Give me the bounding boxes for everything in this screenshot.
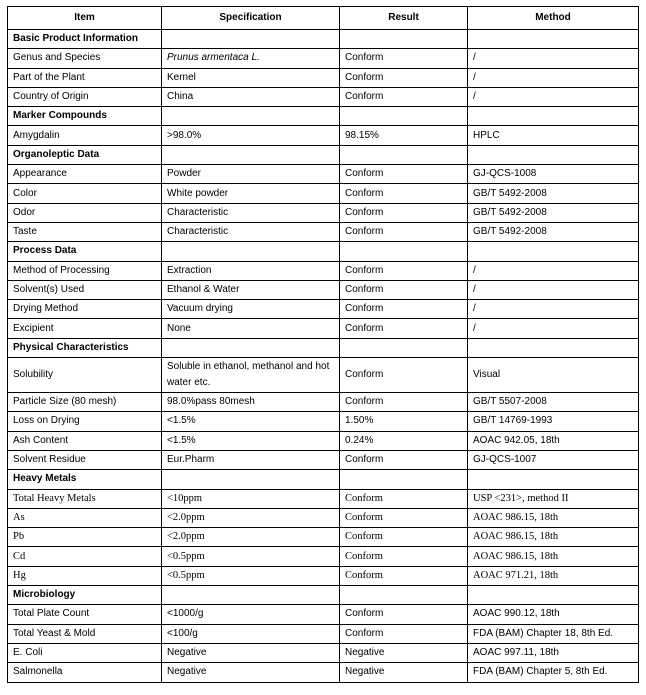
item-cell: Appearance <box>8 165 162 184</box>
specification-cell: Extraction <box>162 261 340 280</box>
empty-cell <box>340 107 468 126</box>
method-cell: AOAC 990.12, 18th <box>468 605 639 624</box>
specification-cell: Characteristic <box>162 203 340 222</box>
section-title: Organoleptic Data <box>8 145 162 164</box>
section-title: Physical Characteristics <box>8 338 162 357</box>
specification-cell: Negative <box>162 663 340 682</box>
specification-cell: >98.0% <box>162 126 340 145</box>
specification-cell: None <box>162 319 340 338</box>
empty-cell <box>340 338 468 357</box>
result-cell: Conform <box>340 49 468 68</box>
result-cell: Negative <box>340 663 468 682</box>
table-row <box>8 508 639 527</box>
table-row <box>8 49 639 68</box>
empty-cell <box>162 338 340 357</box>
item-cell: Loss on Drying <box>8 412 162 431</box>
item-cell: Cd <box>8 547 162 566</box>
method-cell: / <box>468 87 639 106</box>
specification-table <box>7 6 639 683</box>
result-cell: Conform <box>340 358 468 393</box>
item-cell: Color <box>8 184 162 203</box>
result-cell: Conform <box>340 508 468 527</box>
empty-cell <box>162 30 340 49</box>
method-cell: GB/T 5507-2008 <box>468 393 639 412</box>
empty-cell <box>162 470 340 489</box>
empty-cell <box>162 145 340 164</box>
specification-cell: <0.5ppm <box>162 547 340 566</box>
method-cell: GB/T 14769-1993 <box>468 412 639 431</box>
table-row <box>8 528 639 547</box>
method-cell: Visual <box>468 358 639 393</box>
table-row <box>8 489 639 508</box>
header-row <box>8 7 639 30</box>
specification-cell: <0.5ppm <box>162 566 340 585</box>
result-cell: Conform <box>340 300 468 319</box>
item-cell: Solubility <box>8 358 162 393</box>
result-cell: Conform <box>340 624 468 643</box>
method-cell: FDA (BAM) Chapter 18, 8th Ed. <box>468 624 639 643</box>
result-cell: Conform <box>340 566 468 585</box>
result-cell: Conform <box>340 450 468 469</box>
empty-cell <box>162 242 340 261</box>
table-row <box>8 663 639 682</box>
specification-cell: Eur.Pharm <box>162 450 340 469</box>
table-row <box>8 643 639 662</box>
method-cell: GJ-QCS-1008 <box>468 165 639 184</box>
item-cell: Solvent Residue <box>8 450 162 469</box>
result-cell: Conform <box>340 280 468 299</box>
specification-cell: Vacuum drying <box>162 300 340 319</box>
specification-cell: <1.5% <box>162 431 340 450</box>
header-specification: Specification <box>162 7 340 30</box>
item-cell: Part of the Plant <box>8 68 162 87</box>
table-row <box>8 280 639 299</box>
section-row <box>8 145 639 164</box>
table-row <box>8 393 639 412</box>
result-cell: Conform <box>340 165 468 184</box>
empty-cell <box>468 242 639 261</box>
table-row <box>8 547 639 566</box>
method-cell: GB/T 5492-2008 <box>468 203 639 222</box>
section-title: Marker Compounds <box>8 107 162 126</box>
item-cell: Solvent(s) Used <box>8 280 162 299</box>
item-cell: As <box>8 508 162 527</box>
method-cell: AOAC 986.15, 18th <box>468 528 639 547</box>
empty-cell <box>468 145 639 164</box>
result-cell: Conform <box>340 489 468 508</box>
result-cell: Negative <box>340 643 468 662</box>
section-row <box>8 470 639 489</box>
item-cell: Odor <box>8 203 162 222</box>
item-cell: Total Yeast & Mold <box>8 624 162 643</box>
result-cell: Conform <box>340 261 468 280</box>
specification-cell: <1000/g <box>162 605 340 624</box>
specification-cell: China <box>162 87 340 106</box>
method-cell: USP <231>, method II <box>468 489 639 508</box>
specification-cell: Powder <box>162 165 340 184</box>
table-row <box>8 68 639 87</box>
empty-cell <box>340 242 468 261</box>
header-item: Item <box>8 7 162 30</box>
empty-cell <box>162 586 340 605</box>
method-cell: AOAC 942.05, 18th <box>468 431 639 450</box>
empty-cell <box>340 145 468 164</box>
result-cell: Conform <box>340 203 468 222</box>
item-cell: Ash Content <box>8 431 162 450</box>
result-cell: 1.50% <box>340 412 468 431</box>
item-cell: Salmonella <box>8 663 162 682</box>
table-row <box>8 126 639 145</box>
method-cell: / <box>468 261 639 280</box>
specification-cell <box>162 49 340 68</box>
table-row <box>8 412 639 431</box>
item-cell: Amygdalin <box>8 126 162 145</box>
method-cell: / <box>468 280 639 299</box>
table-row <box>8 319 639 338</box>
section-title: Basic Product Information <box>8 30 162 49</box>
table-row <box>8 261 639 280</box>
result-cell: Conform <box>340 87 468 106</box>
item-cell: Hg <box>8 566 162 585</box>
result-cell: Conform <box>340 528 468 547</box>
method-cell: GB/T 5492-2008 <box>468 222 639 241</box>
item-cell: E. Coli <box>8 643 162 662</box>
table-row <box>8 624 639 643</box>
table-row <box>8 184 639 203</box>
table-row <box>8 300 639 319</box>
result-cell: Conform <box>340 184 468 203</box>
result-cell: Conform <box>340 605 468 624</box>
result-cell: Conform <box>340 547 468 566</box>
method-cell: FDA (BAM) Chapter 5, 8th Ed. <box>468 663 639 682</box>
method-cell: GJ-QCS-1007 <box>468 450 639 469</box>
empty-cell <box>162 107 340 126</box>
item-cell: Total Heavy Metals <box>8 489 162 508</box>
method-cell: / <box>468 68 639 87</box>
specification-cell: <2.0ppm <box>162 528 340 547</box>
specification-cell: Negative <box>162 643 340 662</box>
section-title: Microbiology <box>8 586 162 605</box>
table-row <box>8 165 639 184</box>
table-row <box>8 566 639 585</box>
item-cell: Pb <box>8 528 162 547</box>
species-name: Prunus armentaca L. <box>167 52 260 64</box>
method-cell: AOAC 986.15, 18th <box>468 547 639 566</box>
table-row <box>8 605 639 624</box>
item-cell: Excipient <box>8 319 162 338</box>
method-cell: HPLC <box>468 126 639 145</box>
result-cell: 98.15% <box>340 126 468 145</box>
header-result: Result <box>340 7 468 30</box>
specification-cell: <100/g <box>162 624 340 643</box>
result-cell: Conform <box>340 393 468 412</box>
item-cell: Total Plate Count <box>8 605 162 624</box>
section-row <box>8 242 639 261</box>
method-cell: / <box>468 319 639 338</box>
table-row <box>8 358 639 393</box>
specification-cell: Kernel <box>162 68 340 87</box>
method-cell: / <box>468 300 639 319</box>
empty-cell <box>340 470 468 489</box>
empty-cell <box>340 586 468 605</box>
table-row <box>8 222 639 241</box>
empty-cell <box>468 107 639 126</box>
empty-cell <box>468 338 639 357</box>
item-cell: Taste <box>8 222 162 241</box>
section-title: Process Data <box>8 242 162 261</box>
item-cell: Country of Origin <box>8 87 162 106</box>
item-cell: Method of Processing <box>8 261 162 280</box>
specification-cell: White powder <box>162 184 340 203</box>
result-cell: Conform <box>340 222 468 241</box>
item-cell: Drying Method <box>8 300 162 319</box>
item-cell: Genus and Species <box>8 49 162 68</box>
table-row <box>8 450 639 469</box>
empty-cell <box>468 586 639 605</box>
specification-cell: Ethanol & Water <box>162 280 340 299</box>
specification-cell: Characteristic <box>162 222 340 241</box>
method-cell: / <box>468 49 639 68</box>
specification-cell: <2.0ppm <box>162 508 340 527</box>
method-cell: AOAC 986.15, 18th <box>468 508 639 527</box>
section-row <box>8 586 639 605</box>
specification-cell: <10ppm <box>162 489 340 508</box>
method-cell: GB/T 5492-2008 <box>468 184 639 203</box>
specification-cell: 98.0%pass 80mesh <box>162 393 340 412</box>
result-cell: Conform <box>340 319 468 338</box>
result-cell: 0.24% <box>340 431 468 450</box>
section-row <box>8 107 639 126</box>
specification-cell: Soluble in ethanol, methanol and hot water etc. <box>162 358 340 393</box>
section-row <box>8 338 639 357</box>
table-row <box>8 203 639 222</box>
section-title: Heavy Metals <box>8 470 162 489</box>
item-cell: Particle Size (80 mesh) <box>8 393 162 412</box>
empty-cell <box>468 470 639 489</box>
header-method: Method <box>468 7 639 30</box>
method-cell: AOAC 971.21, 18th <box>468 566 639 585</box>
specification-cell: <1.5% <box>162 412 340 431</box>
table-body <box>8 30 639 683</box>
empty-cell <box>340 30 468 49</box>
empty-cell <box>468 30 639 49</box>
result-cell: Conform <box>340 68 468 87</box>
method-cell: AOAC 997.11, 18th <box>468 643 639 662</box>
table-row <box>8 87 639 106</box>
section-row <box>8 30 639 49</box>
table-row <box>8 431 639 450</box>
